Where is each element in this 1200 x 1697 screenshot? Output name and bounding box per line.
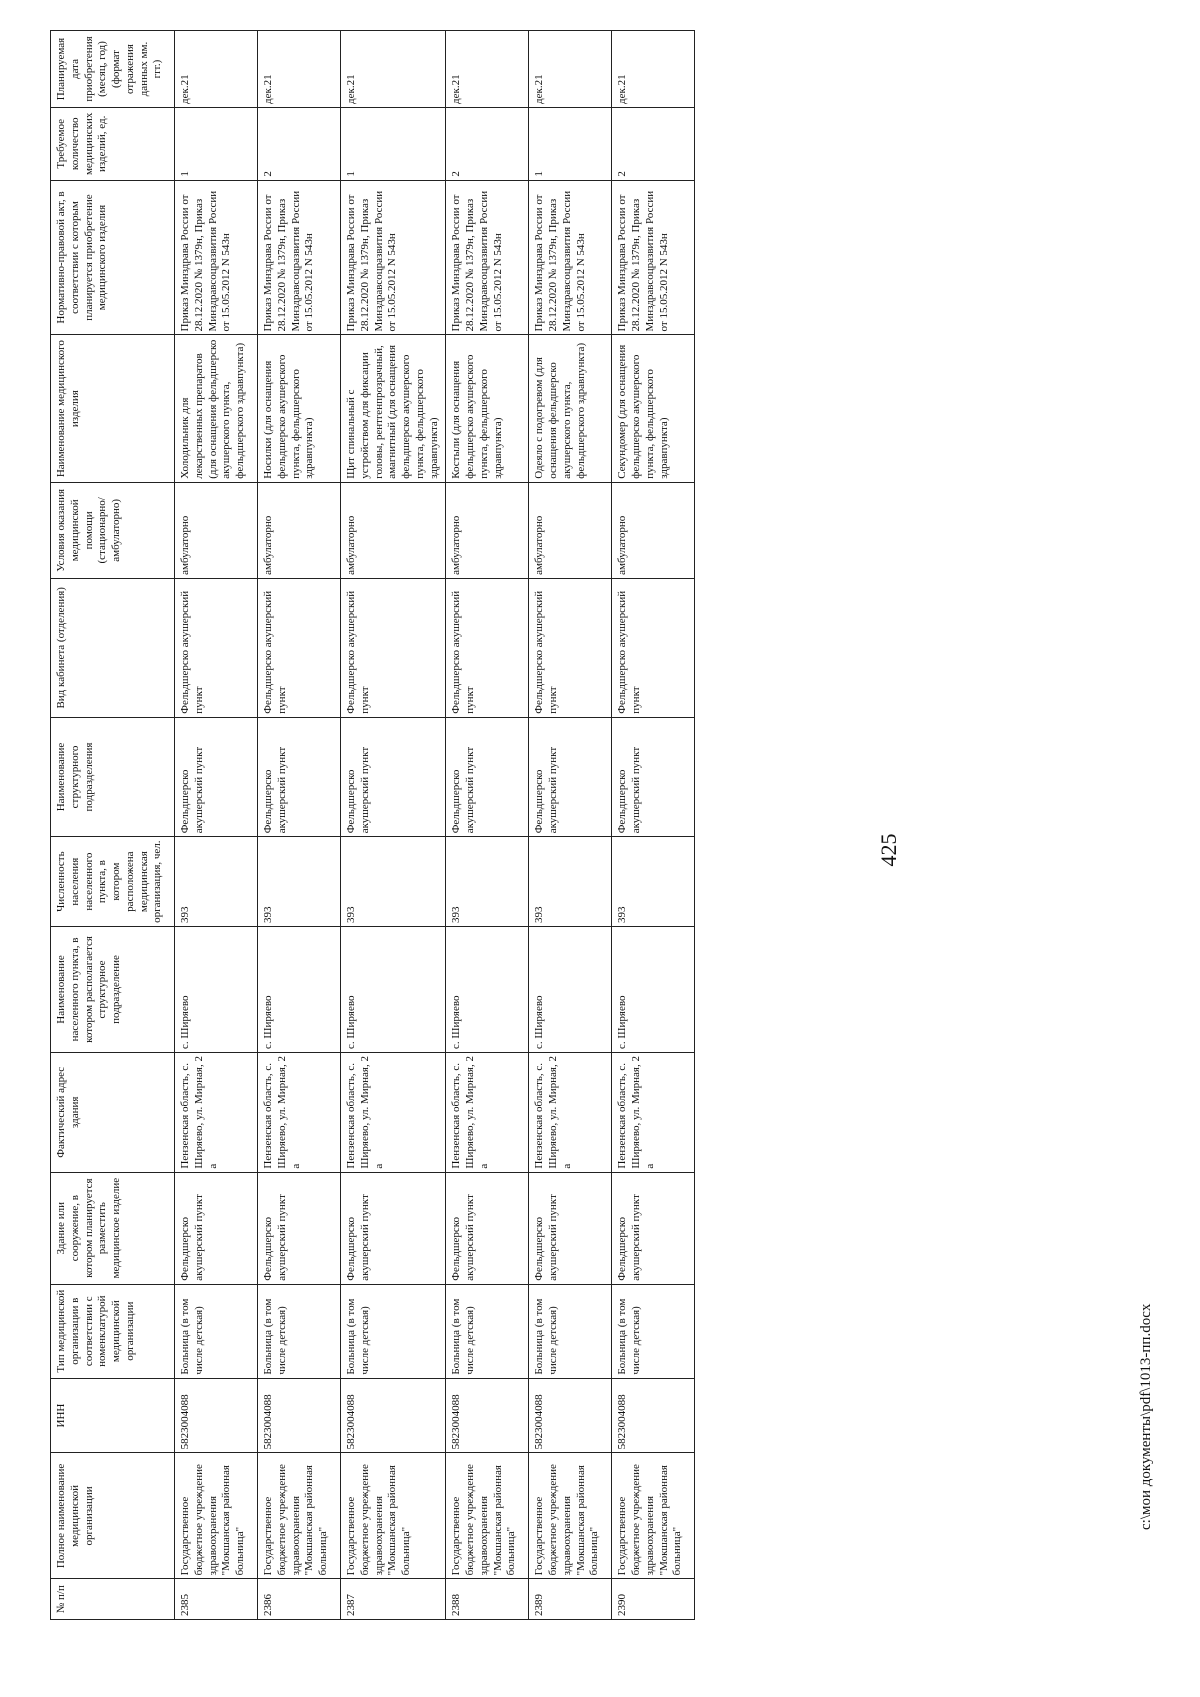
- address-cell: Пензенская область, с. Ширяево, ул. Мирная, 2 а: [529, 1052, 612, 1172]
- quantity-cell: 1: [175, 108, 258, 181]
- table-row: [529, 31, 612, 1620]
- legal-act-cell: Приказ Минздрава России от 28.12.2020 № 1379н, Приказ Минздравсоцразвития России от 15.05.2012 N 543н: [612, 180, 695, 335]
- org-name-cell: Государственное бюджетное учреждение здравоохранения "Мокшанская районная больница": [258, 1453, 341, 1579]
- address-cell: Пензенская область, с. Ширяево, ул. Мирная, 2 а: [612, 1052, 695, 1172]
- org-type-cell: Больница (в том числе детская): [175, 1284, 258, 1378]
- population-cell: 393: [175, 837, 258, 927]
- building-cell: Фельдшерско акушерский пункт: [446, 1172, 529, 1284]
- header-cell: Вид кабинета (отделения): [51, 578, 175, 717]
- building-cell: Фельдшерско акушерский пункт: [258, 1172, 341, 1284]
- org-name-cell: Государственное бюджетное учреждение здравоохранения "Мокшанская районная больница": [529, 1453, 612, 1579]
- device-name-cell: Холодильник для лекарственных препаратов (для оснащения фельдшерско акушерского пункта, фельдшерского здравпункта): [175, 335, 258, 482]
- population-cell: 393: [612, 837, 695, 927]
- header-cell: Требуемое количество медицинских изделий, ед.: [51, 108, 175, 181]
- planned-date-cell: дек.21: [341, 31, 446, 108]
- care-conditions-cell: амбулаторно: [529, 482, 612, 578]
- care-conditions-cell: амбулаторно: [612, 482, 695, 578]
- planned-date-cell: дек.21: [612, 31, 695, 108]
- header-cell: Фактический адрес здания: [51, 1052, 175, 1172]
- inn-cell: 5823004088: [258, 1378, 341, 1453]
- header-cell: Нормативно-правовой акт, в соответствии с которым планируется приобретение медицинского изделия: [51, 180, 175, 335]
- org-type-cell: Больница (в том числе детская): [446, 1284, 529, 1378]
- cabinet-type-cell: Фельдшерско акушерский пункт: [446, 578, 529, 717]
- header-cell: Полное наименование медицинской организации: [51, 1453, 175, 1579]
- table-row: [446, 31, 529, 1620]
- row-number-cell: 2386: [258, 1579, 341, 1620]
- inn-cell: 5823004088: [529, 1378, 612, 1453]
- org-name-cell: Государственное бюджетное учреждение здравоохранения "Мокшанская районная больница": [341, 1453, 446, 1579]
- settlement-cell: с. Ширяево: [341, 926, 446, 1052]
- quantity-cell: 2: [258, 108, 341, 181]
- inn-cell: 5823004088: [341, 1378, 446, 1453]
- address-cell: Пензенская область, с. Ширяево, ул. Мирная, 2 а: [341, 1052, 446, 1172]
- subdivision-cell: Фельдшерско акушерский пункт: [446, 717, 529, 837]
- footer-file-path: c:\мои документы\pdf\1013-пп.docx: [1138, 1303, 1154, 1530]
- quantity-cell: 1: [341, 108, 446, 181]
- population-cell: 393: [529, 837, 612, 927]
- quantity-cell: 2: [446, 108, 529, 181]
- header-cell: Здание или сооружение, в котором планируется разместить медицинское изделие: [51, 1172, 175, 1284]
- table-row: [258, 31, 341, 1620]
- page-number: 425: [876, 833, 901, 867]
- inn-cell: 5823004088: [446, 1378, 529, 1453]
- building-cell: Фельдшерско акушерский пункт: [341, 1172, 446, 1284]
- row-number-cell: 2390: [612, 1579, 695, 1620]
- planned-date-cell: дек.21: [529, 31, 612, 108]
- care-conditions-cell: амбулаторно: [175, 482, 258, 578]
- address-cell: Пензенская область, с. Ширяево, ул. Мирная, 2 а: [175, 1052, 258, 1172]
- header-cell: Численность населения населенного пункта, в котором расположена медицинская организация, чел.: [51, 837, 175, 927]
- subdivision-cell: Фельдшерско акушерский пункт: [341, 717, 446, 837]
- row-number-cell: 2385: [175, 1579, 258, 1620]
- header-cell: Наименование медицинского изделия: [51, 335, 175, 482]
- org-type-cell: Больница (в том числе детская): [529, 1284, 612, 1378]
- inn-cell: 5823004088: [612, 1378, 695, 1453]
- planned-date-cell: дек.21: [175, 31, 258, 108]
- building-cell: Фельдшерско акушерский пункт: [175, 1172, 258, 1284]
- building-cell: Фельдшерско акушерский пункт: [529, 1172, 612, 1284]
- cabinet-type-cell: Фельдшерско акушерский пункт: [529, 578, 612, 717]
- header-cell: ИНН: [51, 1378, 175, 1453]
- subdivision-cell: Фельдшерско акушерский пункт: [175, 717, 258, 837]
- care-conditions-cell: амбулаторно: [341, 482, 446, 578]
- table-row: [175, 31, 258, 1620]
- org-type-cell: Больница (в том числе детская): [612, 1284, 695, 1378]
- cabinet-type-cell: Фельдшерско акушерский пункт: [175, 578, 258, 717]
- header-cell: Наименование населенного пункта, в котором располагается структурное подразделение: [51, 926, 175, 1052]
- header-cell: № п/п: [51, 1579, 175, 1620]
- inn-cell: 5823004088: [175, 1378, 258, 1453]
- table-row: [341, 31, 446, 1620]
- settlement-cell: с. Ширяево: [612, 926, 695, 1052]
- settlement-cell: с. Ширяево: [446, 926, 529, 1052]
- legal-act-cell: Приказ Минздрава России от 28.12.2020 № 1379н, Приказ Минздравсоцразвития России от 15.05.2012 N 543н: [258, 180, 341, 335]
- subdivision-cell: Фельдшерско акушерский пункт: [612, 717, 695, 837]
- legal-act-cell: Приказ Минздрава России от 28.12.2020 № 1379н, Приказ Минздравсоцразвития России от 15.05.2012 N 543н: [529, 180, 612, 335]
- quantity-cell: 2: [612, 108, 695, 181]
- header-cell: Тип медицинской организации в соответствии с номенклатурой медицинской организации: [51, 1284, 175, 1378]
- rotated-page-content: [50, 30, 1200, 1670]
- subdivision-cell: Фельдшерско акушерский пункт: [529, 717, 612, 837]
- org-name-cell: Государственное бюджетное учреждение здравоохранения "Мокшанская районная больница": [175, 1453, 258, 1579]
- address-cell: Пензенская область, с. Ширяево, ул. Мирная, 2 а: [258, 1052, 341, 1172]
- org-name-cell: Государственное бюджетное учреждение здравоохранения "Мокшанская районная больница": [446, 1453, 529, 1579]
- table-header-row: [51, 31, 175, 1620]
- subdivision-cell: Фельдшерско акушерский пункт: [258, 717, 341, 837]
- population-cell: 393: [446, 837, 529, 927]
- header-cell: Наименование структурного подразделения: [51, 717, 175, 837]
- device-name-cell: Одеяло с подогревом (для оснащения фельдшерско акушерского пункта, фельдшерского здравпункта): [529, 335, 612, 482]
- building-cell: Фельдшерско акушерский пункт: [612, 1172, 695, 1284]
- cabinet-type-cell: Фельдшерско акушерский пункт: [341, 578, 446, 717]
- legal-act-cell: Приказ Минздрава России от 28.12.2020 № 1379н, Приказ Минздравсоцразвития России от 15.05.2012 N 543н: [446, 180, 529, 335]
- row-number-cell: 2388: [446, 1579, 529, 1620]
- quantity-cell: 1: [529, 108, 612, 181]
- device-name-cell: Носилки (для оснащения фельдшерско акушерского пункта, фельдшерского здравпункта): [258, 335, 341, 482]
- address-cell: Пензенская область, с. Ширяево, ул. Мирная, 2 а: [446, 1052, 529, 1172]
- medical-equipment-table: [50, 30, 695, 1620]
- cabinet-type-cell: Фельдшерско акушерский пункт: [258, 578, 341, 717]
- legal-act-cell: Приказ Минздрава России от 28.12.2020 № 1379н, Приказ Минздравсоцразвития России от 15.05.2012 N 543н: [341, 180, 446, 335]
- device-name-cell: Костыли (для оснащения фельдшерско акушерского пункта, фельдшерского здравпункта): [446, 335, 529, 482]
- device-name-cell: Секундомер (для оснащения фельдшерско акушерского пункта, фельдшерского здравпункта): [612, 335, 695, 482]
- planned-date-cell: дек.21: [258, 31, 341, 108]
- settlement-cell: с. Ширяево: [529, 926, 612, 1052]
- legal-act-cell: Приказ Минздрава России от 28.12.2020 № 1379н, Приказ Минздравсоцразвития России от 15.05.2012 N 543н: [175, 180, 258, 335]
- org-type-cell: Больница (в том числе детская): [341, 1284, 446, 1378]
- cabinet-type-cell: Фельдшерско акушерский пункт: [612, 578, 695, 717]
- org-type-cell: Больница (в том числе детская): [258, 1284, 341, 1378]
- device-name-cell: Щит спинальный с устройством для фиксации головы, рентгенпрозрачный, амагнитный (для оснащения фельдшерско акушерского пункта, фельдшерского здравпункта): [341, 335, 446, 482]
- population-cell: 393: [341, 837, 446, 927]
- settlement-cell: с. Ширяево: [175, 926, 258, 1052]
- population-cell: 393: [258, 837, 341, 927]
- header-cell: Планируемая дата приобретения (месяц, год) (формат отражения данных мм. ггг.): [51, 31, 175, 108]
- row-number-cell: 2389: [529, 1579, 612, 1620]
- planned-date-cell: дек.21: [446, 31, 529, 108]
- care-conditions-cell: амбулаторно: [446, 482, 529, 578]
- row-number-cell: 2387: [341, 1579, 446, 1620]
- table-row: [612, 31, 695, 1620]
- care-conditions-cell: амбулаторно: [258, 482, 341, 578]
- header-cell: Условия оказания медицинской помощи (стационарно/ амбулаторно): [51, 482, 175, 578]
- org-name-cell: Государственное бюджетное учреждение здравоохранения "Мокшанская районная больница": [612, 1453, 695, 1579]
- settlement-cell: с. Ширяево: [258, 926, 341, 1052]
